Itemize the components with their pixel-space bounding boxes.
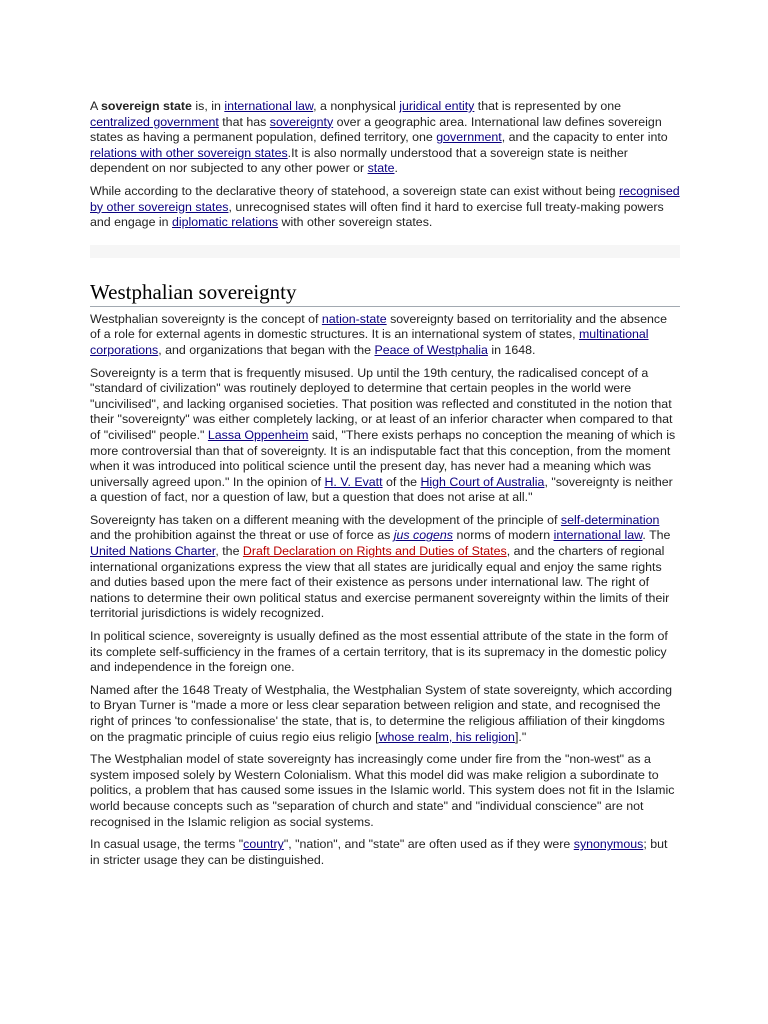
link-government[interactable]: government [436,130,502,145]
link-peace-of-westphalia[interactable]: Peace of Westphalia [374,342,488,357]
bold-term: sovereign state [101,99,192,113]
link-hv-evatt[interactable]: H. V. Evatt [324,474,383,489]
link-self-determination[interactable]: self-determination [560,512,660,527]
link-international-law-2[interactable]: international law [553,528,643,543]
section-paragraph-2: Sovereignty is a term that is frequently misused. Up until the 19th century, the radicalised concept of a "standard of civilization" was routinely deployed to determine that certain peoples in the world were "uncivilised", and lacking organised societies. That position was reflected and constituted in the notion that their "sovereignty" was either completely lacking, or at least of an inferior character when compared to that of "civilised" people." Lassa Oppenheim said, "There exists perhaps no conception the meaning of which is more controversial than that of sovereignty. It is an indisputable fact that this conception, from the moment when it was introduced into political science until the present day, has never had a meaning which was universally agreed upon." In the opinion of H. V. Evatt of the High Court of Australia, "sovereignty is neither a question of fact, nor a question of law, but a question that does not arise at all." [90,365,676,505]
intro-paragraph-2: While according to the declarative theory of statehood, a sovereign state can exist without being recognised by other sovereign states, unrecognised states will often find it hard to exercise full treaty-making powers and engage in diplomatic relations with other sovereign states. [90,183,680,230]
link-relations-with-other-states[interactable]: relations with other sovereign states [90,145,288,160]
link-recognised-by-other-states[interactable]: recognised by other sovereign states [90,183,680,214]
section-paragraph-1: Westphalian sovereignty is the concept of nation-state sovereignty based on territoriality and the absence of a role for external agents in domestic structures. It is an international system of states, multinational corporations, and organizations that began with the Peace of Westphalia in 1648. [90,311,667,357]
link-multinational-corporations[interactable]: multinational corporations [90,327,649,357]
link-jus-cogens[interactable]: jus cogens [393,528,454,543]
link-draft-declaration[interactable]: Draft Declaration on Rights and Duties of States [242,544,507,559]
section-paragraph-4: In political science, sovereignty is usually defined as the most essential attribute of the state in the form of its complete self-sufficiency in the frames of a certain territory, that is its supremacy in the domestic policy and independence in the foreign one. [90,629,668,675]
link-united-nations-charter[interactable]: United Nations Charter [90,544,216,559]
section-paragraph-6: The Westphalian model of state sovereignty has increasingly come under fire from the "non-west" as a system imposed solely by Western Colonialism. What this model did was make religion a subordinate to politics, a problem that has caused some issues in the Islamic world. This system does not fit in the Islamic world because concepts such as "separation of church and state" and "individual conscience" are not recognised in the Islamic religion as social systems. [90,752,675,829]
link-state[interactable]: state [367,161,395,176]
link-lassa-oppenheim[interactable]: Lassa Oppenheim [207,427,309,442]
intro-paragraph-1: A sovereign state is, in international law, a nonphysical juridical entity that is represented by one centralized government that has sovereignty over a geographic area. International law defines sovereign states as having a permanent population, defined territory, one government, and the capacity to enter into relations with other sovereign states.It is also normally understood that a sovereign state is neither dependent on nor subjected to any other power or state. [90,99,668,176]
link-country[interactable]: country [243,837,284,852]
section-divider-band [90,245,680,258]
section-paragraph-3: Sovereignty has taken on a different meaning with the development of the principle of self-determination and the prohibition against the threat or use of force as jus cogens norms of modern international law. The United Nations Charter, the Draft Declaration on Rights and Duties of States, and the charters of regional international organizations express the view that all states are juridically equal and enjoy the same rights and duties based upon the mere fact of their existence as persons under international law. The right of nations to determine their own political status and exercise permanent sovereignty within the limits of their territorial jurisdictions is widely recognized. [90,512,671,621]
article-body [90,99,680,875]
link-high-court-of-australia[interactable]: High Court of Australia [420,474,545,489]
link-international-law[interactable]: international law [224,99,314,113]
section-paragraph-7: In casual usage, the terms "country", "nation", and "state" are often used as if they were synonymous; but in stricter usage they can be distinguished. [90,837,668,867]
link-centralized-government[interactable]: centralized government [90,114,219,129]
link-juridical-entity[interactable]: juridical entity [399,99,475,113]
link-nation-state[interactable]: nation-state [321,311,387,326]
link-whose-realm-his-religion[interactable]: whose realm, his religion [378,729,515,744]
section-paragraph-5: Named after the 1648 Treaty of Westphalia, the Westphalian System of state sovereignty, which according to Bryan Turner is "made a more or less clear separation between religion and state, and recognised the right of princes 'to confessionalise' the state, that is, to determine the religious affiliation of their kingdoms on the pragmatic principle of cuius regio eius religio [whose realm, his religion]." [90,682,672,744]
section-heading: Westphalian sovereignty [90,280,680,307]
link-diplomatic-relations[interactable]: diplomatic relations [172,215,279,230]
link-synonymous[interactable]: synonymous [573,837,644,852]
link-sovereignty[interactable]: sovereignty [269,114,334,129]
